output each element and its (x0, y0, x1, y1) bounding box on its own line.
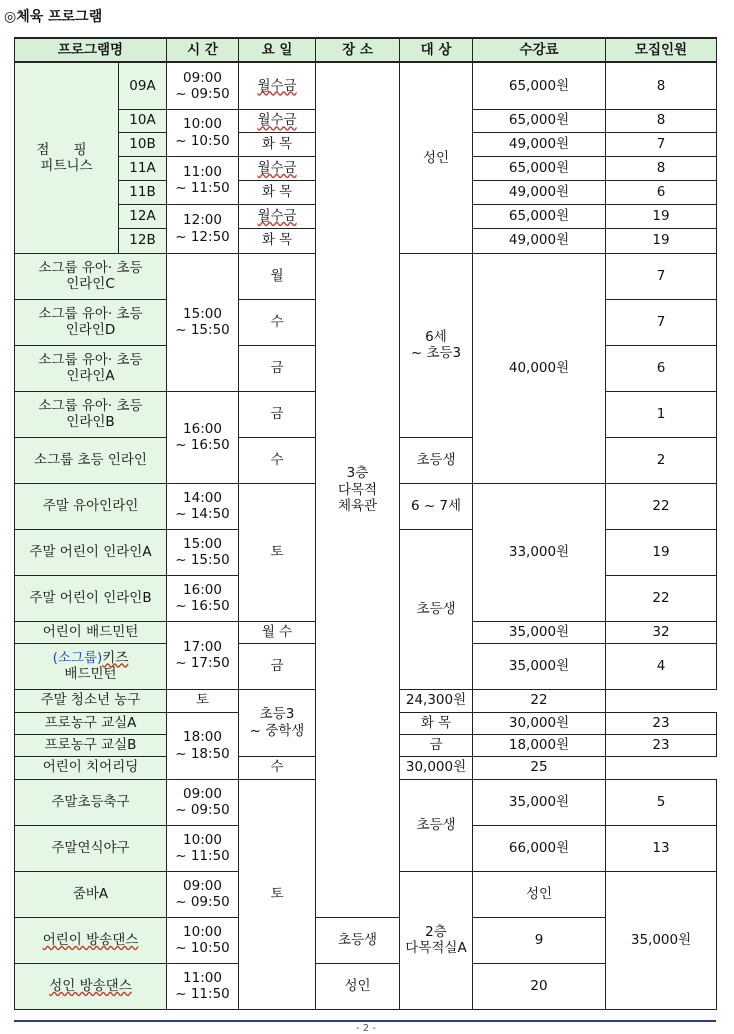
program-name: 성인 방송댄스 (15, 963, 167, 1009)
fee-cell: 40,000원 (473, 253, 606, 483)
program-name: 어린이 치어리딩 (15, 756, 167, 779)
target-cell: 6세 ~ 초등3 (400, 253, 473, 437)
fee-cell: 30,000원 (473, 712, 606, 734)
count-cell: 19 (606, 204, 717, 228)
count-cell: 2 (606, 437, 717, 483)
day-cell: 월수금 (239, 156, 316, 180)
day-cell: 수 (239, 299, 316, 345)
place-3f: 3층 다목적 체육관 (316, 62, 400, 917)
count-cell: 7 (606, 299, 717, 345)
count-cell: 6 (606, 180, 717, 204)
fee-cell: 66,000원 (473, 825, 606, 871)
program-name: (소그룹)키즈 배드민턴 (15, 643, 167, 689)
count-cell: 7 (606, 132, 717, 156)
day-cell: 토 (239, 779, 316, 1009)
fee-cell: 30,000원 (400, 756, 473, 779)
day-cell: 수 (239, 756, 316, 779)
count-cell: 22 (606, 575, 717, 621)
table-row (15, 62, 717, 109)
target-cell: 초등3 ~ 중학생 (239, 689, 316, 756)
time-cell: 16:00 ~ 16:50 (167, 391, 239, 483)
program-name: 어린이 방송댄스 (15, 917, 167, 963)
fee-cell: 24,300원 (400, 689, 473, 712)
count-cell: 13 (606, 825, 717, 871)
fee-cell: 65,000원 (473, 204, 606, 228)
count-cell: 22 (606, 483, 717, 529)
program-name: 프로농구 교실A (15, 712, 167, 734)
class-code: 09A (119, 62, 167, 109)
place-2f: 2층 다목적실A (400, 871, 473, 1009)
count-cell: 4 (606, 643, 717, 689)
time-cell: 17:00 ~ 17:50 (167, 621, 239, 689)
program-name: 주말초등축구 (15, 779, 167, 825)
fee-cell: 35,000원 (473, 621, 606, 643)
program-name: 프로농구 교실B (15, 734, 167, 756)
count-cell: 7 (606, 253, 717, 299)
day-cell: 수 (239, 437, 316, 483)
program-name: 주말 어린이 인라인B (15, 575, 167, 621)
time-cell: 09:00 ~ 09:50 (167, 779, 239, 825)
program-name: 주말 어린이 인라인A (15, 529, 167, 575)
time-cell: 11:00 ~ 11:50 (167, 963, 239, 1009)
time-cell: 10:00 ~ 11:50 (167, 825, 239, 871)
day-cell: 금 (239, 345, 316, 391)
fee-cell: 65,000원 (473, 109, 606, 132)
sports-program-table (14, 37, 717, 1010)
fee-cell: 49,000원 (473, 180, 606, 204)
bottom-divider (14, 1020, 716, 1022)
class-code: 11B (119, 180, 167, 204)
count-cell: 25 (473, 756, 606, 779)
class-code: 10A (119, 109, 167, 132)
count-cell: 1 (606, 391, 717, 437)
time-cell: 16:00 ~ 16:50 (167, 575, 239, 621)
count-cell: 23 (606, 712, 717, 734)
class-code: 11A (119, 156, 167, 180)
time-cell: 11:00 ~ 11:50 (167, 156, 239, 204)
fee-cell: 33,000원 (473, 483, 606, 621)
day-cell: 월수금 (239, 62, 316, 109)
count-cell: 9 (473, 917, 606, 963)
class-code: 12B (119, 228, 167, 253)
target-cell: 초등생 (400, 529, 473, 689)
day-cell: 월수금 (239, 109, 316, 132)
program-name: 소그룹 유아· 초등 인라인D (15, 299, 167, 345)
class-code: 12A (119, 204, 167, 228)
header-time: 시 간 (167, 38, 239, 62)
fee-cell: 49,000원 (473, 228, 606, 253)
time-cell: 18:00 ~ 18:50 (167, 712, 239, 779)
class-code: 10B (119, 132, 167, 156)
target-cell: 성인 (473, 871, 606, 917)
program-name: 소그룹 유아· 초등 인라인B (15, 391, 167, 437)
header-target: 대 상 (400, 38, 473, 62)
day-cell: 월수금 (239, 204, 316, 228)
day-cell: 화 목 (239, 180, 316, 204)
section-title: ◎체육 프로그램 (4, 9, 103, 25)
count-cell: 19 (606, 529, 717, 575)
time-cell: 14:00 ~ 14:50 (167, 483, 239, 529)
page-number: - 2 - (356, 1023, 376, 1034)
fee-cell: 35,000원 (606, 871, 717, 1009)
program-name: 주말연식야구 (15, 825, 167, 871)
fee-cell: 49,000원 (473, 132, 606, 156)
time-cell: 15:00 ~ 15:50 (167, 253, 239, 391)
program-name: 소그룹 초등 인라인 (15, 437, 167, 483)
header-fee: 수강료 (473, 38, 606, 62)
count-cell: 8 (606, 62, 717, 109)
header-place: 장 소 (316, 38, 400, 62)
program-name: 소그룹 유아· 초등 인라인C (15, 253, 167, 299)
day-cell: 금 (239, 391, 316, 437)
time-cell: 10:00 ~ 10:50 (167, 917, 239, 963)
day-cell: 금 (239, 643, 316, 689)
header-row (15, 38, 717, 62)
program-name-jumping: 점 핑 피트니스 (15, 62, 119, 253)
day-cell: 화 목 (400, 712, 473, 734)
program-name: 주말 청소년 농구 (15, 689, 167, 712)
target-cell: 성인 (400, 62, 473, 253)
count-cell: 6 (606, 345, 717, 391)
day-cell: 토 (239, 483, 316, 621)
target-cell: 초등생 (316, 917, 400, 963)
time-cell: 12:00 ~ 12:50 (167, 204, 239, 253)
fee-cell: 35,000원 (473, 643, 606, 689)
program-name: 주말 유아인라인 (15, 483, 167, 529)
count-cell: 32 (606, 621, 717, 643)
header-program: 프로그램명 (15, 38, 167, 62)
target-cell: 6 ~ 7세 (400, 483, 473, 529)
count-cell: 19 (606, 228, 717, 253)
header-day: 요 일 (239, 38, 316, 62)
count-cell: 5 (606, 779, 717, 825)
time-cell: 09:00 ~ 09:50 (167, 871, 239, 917)
count-cell: 20 (473, 963, 606, 1009)
time-cell: 09:00 ~ 09:50 (167, 62, 239, 109)
day-cell: 화 목 (239, 228, 316, 253)
target-cell: 초등생 (400, 437, 473, 483)
count-cell: 23 (606, 734, 717, 756)
time-cell: 10:00 ~ 10:50 (167, 109, 239, 156)
fee-cell: 35,000원 (473, 779, 606, 825)
count-cell: 22 (473, 689, 606, 712)
day-cell: 토 (167, 689, 239, 712)
program-name: 줌바A (15, 871, 167, 917)
count-cell: 8 (606, 156, 717, 180)
program-name: 어린이 배드민턴 (15, 621, 167, 643)
count-cell: 8 (606, 109, 717, 132)
day-cell: 월 수 (239, 621, 316, 643)
fee-cell: 65,000원 (473, 62, 606, 109)
day-cell: 금 (400, 734, 473, 756)
day-cell: 월 (239, 253, 316, 299)
program-name: 소그룹 유아· 초등 인라인A (15, 345, 167, 391)
fee-cell: 18,000원 (473, 734, 606, 756)
header-count: 모집인원 (606, 38, 717, 62)
time-cell: 15:00 ~ 15:50 (167, 529, 239, 575)
target-cell: 성인 (316, 963, 400, 1009)
fee-cell: 65,000원 (473, 156, 606, 180)
day-cell: 화 목 (239, 132, 316, 156)
target-cell: 초등생 (400, 779, 473, 871)
